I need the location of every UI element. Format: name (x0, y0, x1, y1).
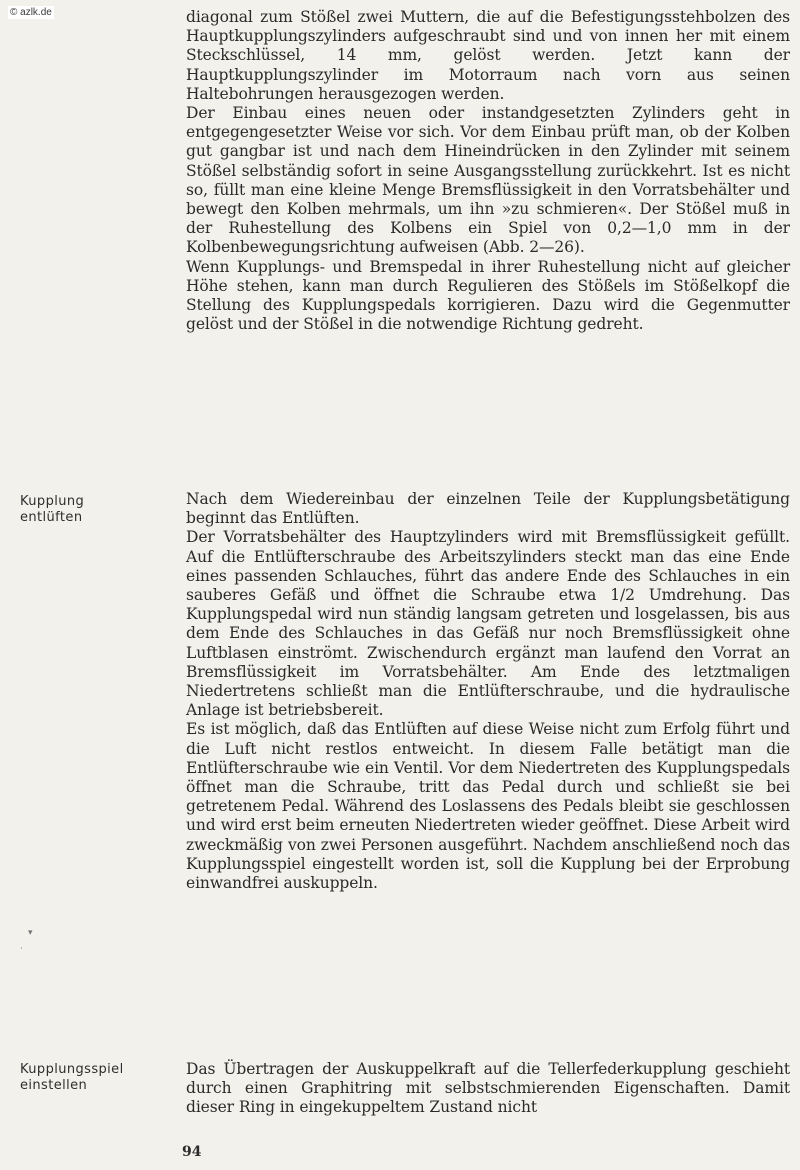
paragraph: Der Vorratsbehälter des Hauptzylinders wird mit Bremsflüssigkeit gefüllt. Auf die Entlüfterschraube des Arbeitszylinders steckt man das eine Ende eines passenden Schlauches, führt das andere Ende des Schlauches in ein sauberes Gefäß und öffnet die Schraube etwa 1/2 Umdrehung. Das Kupplungspedal wird nun ständig langsam getreten und losgelassen, bis aus dem Ende des Schlauches in das Gefäß nur noch Bremsflüssigkeit ohne Luftblasen einströmt. Zwischendurch ergänzt man laufend den Vorrat an Bremsflüssigkeit im Vorratsbehälter. Am Ende des letztmaligen Niedertretens schließt man die Entlüfterschraube, und die hydraulische Anlage ist betriebsbereit. (186, 528, 790, 720)
margin-heading-kupplung-entlueften (20, 494, 170, 526)
print-mark: ▾ (28, 928, 33, 938)
paragraph: Nach dem Wiedereinbau der einzelnen Teile der Kupplungsbetätigung beginnt das Entlüften. (186, 490, 790, 528)
paragraph: Der Einbau eines neuen oder instandgesetzten Zylinders geht in entgegengesetzter Weise vor sich. Vor dem Einbau prüft man, ob der Kolben gut gangbar ist und nach dem Hineindrücken in den Zylinder mit seinem Stößel selbständig sofort in seine Ausgangsstellung zurückkehrt. Ist es nicht so, füllt man eine kleine Menge Bremsflüssigkeit in den Vorratsbehälter und bewegt den Kolben mehrmals, um ihn »zu schmieren«. Der Stößel muß in der Ruhestellung des Kolbens ein Spiel von 0,2—1,0 mm in der Kolbenbewegungsrichtung aufweisen (Abb. 2—26). (186, 104, 790, 257)
margin-heading-line: Kupplungsspiel (20, 1062, 124, 1077)
margin-heading-line: einstellen (20, 1078, 88, 1093)
paragraph: diagonal zum Stößel zwei Muttern, die auf die Befestigungsstehbolzen des Hauptkupplungszylinders aufgeschraubt sind und von innen her mit einem Steckschlüssel, 14 mm, gelöst werden. Jetzt kann der Hauptkupplungszylinder im Motorraum nach vorn aus seinen Haltebohrungen herausgezogen werden. (186, 8, 790, 103)
paragraph: Wenn Kupplungs- und Bremspedal in ihrer Ruhestellung nicht auf gleicher Höhe stehen, kann man durch Regulieren des Stößels im Stößelkopf die Stellung des Kupplungspedals korrigieren. Dazu wird die Gegenmutter gelöst und der Stößel in die notwendige Richtung gedreht. (186, 257, 790, 334)
print-mark: · (20, 944, 23, 954)
page-number: 94 (182, 1144, 202, 1160)
margin-heading-line: Kupplung (20, 494, 85, 509)
watermark: © azlk.de (10, 7, 52, 18)
margin-heading-kupplungsspiel-einstellen (20, 1062, 170, 1094)
paragraph: Es ist möglich, daß das Entlüften auf diese Weise nicht zum Erfolg führt und die Luft nicht restlos entweicht. In diesem Falle betätigt man die Entlüfterschraube wie ein Ventil. Vor dem Niedertreten des Kupplungspedals öffnet man die Schraube, tritt das Pedal durch und schließt sie bei getretenem Pedal. Während des Loslassens des Pedals bleibt sie geschlossen und wird erst beim erneuten Niedertreten wieder geöffnet. Diese Arbeit wird zweckmäßig von zwei Personen ausgeführt. Nachdem anschließend noch das Kupplungsspiel eingestellt worden ist, soll die Kupplung bei der Erprobung einwandfrei auskuppeln. (186, 720, 790, 893)
section-clearance-text (186, 1060, 790, 1118)
margin-heading-line: entlüften (20, 510, 83, 525)
section-bleeding-text (186, 490, 790, 893)
paragraph: Das Übertragen der Auskuppelkraft auf die Tellerfederkupplung geschieht durch einen Graphitring mit selbstschmierenden Eigenschaften. Damit dieser Ring in eingekuppeltem Zustand nicht (186, 1060, 790, 1117)
section-installation-text (186, 8, 790, 334)
